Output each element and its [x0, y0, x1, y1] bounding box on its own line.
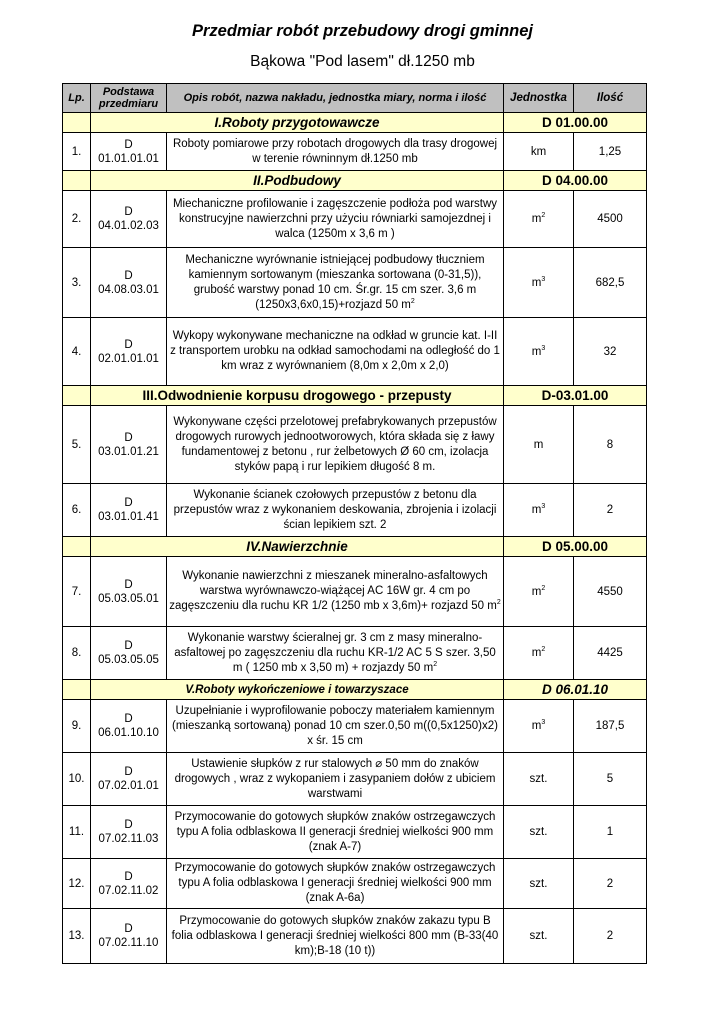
row-desc: Przymocowanie do gotowych słupków znaków ostrzegawczych typu A folia odblaskowa II generacji średniej wielkości 900 mm (znak A-7) [167, 806, 504, 859]
unit-sup: 3 [541, 344, 546, 352]
section-code: D 01.00.00 [504, 113, 647, 133]
row-unit [504, 753, 574, 806]
unit-text: m [531, 345, 542, 358]
row-unit [504, 406, 574, 484]
row-unit [504, 557, 574, 627]
row-lp: 3. [63, 248, 91, 318]
row-lp: 2. [63, 191, 91, 248]
row-qty: 187,5 [574, 700, 647, 753]
section-row-3 [63, 386, 647, 406]
desc-sup: 2 [410, 297, 415, 305]
table-row [63, 133, 647, 171]
row-ref: D 07.02.11.10 [91, 909, 167, 964]
row-desc: Miechaniczne profilowanie i zagęszczenie podłoża pod warstwy konstrucyjne nawierzchni przy użyciu równiarki samojezdnej i walca (1250m x 3,6 m ) [167, 191, 504, 248]
table-row [63, 909, 647, 964]
unit-sup: 2 [541, 646, 546, 653]
header-jednostka: Jednostka [504, 84, 574, 113]
row-desc: Wykonywane części przelotowej prefabrykowanych przepustów drogowych rurowych jednootworowych, która składa się z ławy fundamentowej z betonu , rur żelbetowych Ø 60 cm, izolacja styków papą i rur lepikiem długość 8 m. [167, 406, 504, 484]
row-unit [504, 191, 574, 248]
row-unit [504, 248, 574, 318]
row-qty: 32 [574, 318, 647, 386]
section-row-4 [63, 537, 647, 557]
row-qty: 2 [574, 909, 647, 964]
bill-of-quantities-table [62, 83, 647, 964]
row-qty: 2 [574, 859, 647, 909]
section-name: II.Podbudowy [91, 171, 504, 191]
table-row [63, 700, 647, 753]
row-qty: 4500 [574, 191, 647, 248]
row-lp: 10. [63, 753, 91, 806]
row-unit [504, 700, 574, 753]
header-ilosc: Ilość [574, 84, 647, 113]
unit-text: m [531, 276, 542, 289]
header-lp: Lp. [63, 84, 91, 113]
row-unit [504, 806, 574, 859]
table-row [63, 859, 647, 909]
document-subtitle: Bąkowa "Pod lasem" dł.1250 mb [250, 53, 475, 70]
row-ref: D 02.01.01.01 [91, 318, 167, 386]
row-ref: D 07.02.11.03 [91, 806, 167, 859]
row-qty: 8 [574, 406, 647, 484]
table-row [63, 318, 647, 386]
row-unit [504, 859, 574, 909]
table-row [63, 753, 647, 806]
row-qty: 1,25 [574, 133, 647, 171]
row-ref: D 01.01.01.01 [91, 133, 167, 171]
row-lp: 4. [63, 318, 91, 386]
unit-sup: 2 [541, 212, 546, 219]
unit-text: m [531, 647, 542, 659]
document-title: Przedmiar robót przebudowy drogi gminnej [191, 22, 534, 40]
section-code: D 06.01.10 [504, 680, 647, 700]
row-qty: 4550 [574, 557, 647, 627]
row-ref: D 04.01.02.03 [91, 191, 167, 248]
row-desc: Przymocowanie do gotowych słupków znaków ostrzegawczych typu A folia odblaskowa I generacji średniej wielkości 900 mm (znak A-6a) [167, 859, 504, 909]
unit-text: m [531, 504, 542, 516]
section-row-5 [63, 680, 647, 700]
unit-sup: 2 [541, 584, 546, 592]
section-name: III.Odwodnienie korpusu drogowego - przepusty [91, 386, 504, 406]
row-lp: 13. [63, 909, 91, 964]
unit-text: m [533, 438, 544, 451]
table-row [63, 484, 647, 537]
section-code: D 04.00.00 [504, 171, 647, 191]
row-desc: Roboty pomiarowe przy robotach drogowych dla trasy drogowej w terenie równinnym dł.1250 mb [167, 133, 504, 171]
desc-text: Wykonanie warstwy ścieralnej gr. 3 cm z masy mineralno-asfaltowej po zagęszczeniu dla ruchu KR-1/2 AC 5 S szer. 3,50 m ( 1250 mb x 3,50 m) + rozjazdy 50 m [174, 631, 496, 674]
row-lp: 6. [63, 484, 91, 537]
row-unit [504, 627, 574, 680]
table-row [63, 557, 647, 627]
row-ref: D 04.08.03.01 [91, 248, 167, 318]
header-podstawa: Podstawa przedmiaru [91, 84, 167, 113]
row-desc: Ustawienie słupków z rur stalowych ⌀ 50 mm do znaków drogowych , wraz z wykopaniem i zasypaniem dołów z ubiciem warstwami [167, 753, 504, 806]
unit-text: m [531, 720, 542, 732]
row-lp: 5. [63, 406, 91, 484]
row-desc [167, 557, 504, 627]
row-lp: 8. [63, 627, 91, 680]
row-lp: 7. [63, 557, 91, 627]
row-ref: D 03.01.01.21 [91, 406, 167, 484]
section-name: V.Roboty wykończeniowe i towarzyszace [91, 680, 504, 700]
unit-text: m [531, 213, 542, 225]
row-lp: 11. [63, 806, 91, 859]
row-qty: 2 [574, 484, 647, 537]
row-ref: D 07.02.01.01 [91, 753, 167, 806]
desc-sup: 2 [496, 599, 501, 606]
row-ref: D 05.03.05.05 [91, 627, 167, 680]
unit-sup: 3 [541, 719, 546, 726]
unit-text: szt. [529, 877, 548, 890]
unit-text: szt. [529, 930, 548, 942]
row-lp: 9. [63, 700, 91, 753]
section-name: I.Roboty przygotowawcze [91, 113, 504, 133]
row-unit [504, 318, 574, 386]
row-lp: 12. [63, 859, 91, 909]
row-desc: Przymocowanie do gotowych słupków znaków zakazu typu B folia odblaskowa I generacji średniej wielkości 800 mm (B-33(40 km);B-18 (10 t)) [167, 909, 504, 964]
table-header-row [63, 84, 647, 113]
table-row [63, 406, 647, 484]
desc-text: Mechaniczne wyrównanie istniejącej podbudowy tłuczniem kamiennym sortowanym (mieszanka sortowana (0-31,5)), grubość warstwy ponad 10 cm. Śr.gr. 15 cm szer. 3,6 m (1250x3,6x0,15)+rozjazd 50 m [185, 253, 485, 311]
row-unit [504, 909, 574, 964]
row-ref: D 05.03.05.01 [91, 557, 167, 627]
row-qty: 682,5 [574, 248, 647, 318]
row-ref: D 03.01.01.41 [91, 484, 167, 537]
row-desc: Wykonanie ścianek czołowych przepustów z betonu dla przepustów wraz z wykonaniem deskowania, zbrojenia i izolacji ścian lepikiem szt. 2 [167, 484, 504, 537]
section-row-2 [63, 171, 647, 191]
desc-sup: 2 [433, 660, 438, 668]
table-row [63, 806, 647, 859]
row-qty: 5 [574, 753, 647, 806]
row-desc: Uzupełnianie i wyprofilowanie poboczy materiałem kamiennym (mieszanką sortowaną) ponad 10 cm szer.0,50 m((0,5x1250)x2) x śr. 15 cm [167, 700, 504, 753]
row-ref: D 06.01.10.10 [91, 700, 167, 753]
section-row-1 [63, 113, 647, 133]
unit-text: szt. [529, 773, 548, 785]
unit-text: km [530, 145, 547, 158]
table-row [63, 627, 647, 680]
row-qty: 1 [574, 806, 647, 859]
row-unit [504, 133, 574, 171]
row-qty: 4425 [574, 627, 647, 680]
table-row [63, 248, 647, 318]
row-desc: Wykopy wykonywane mechaniczne na odkład w gruncie kat. I-II z transportem urobku na odkład samochodami na odległość do 1 km wraz z wyrównaniem (8,0m x 2,0m x 2,0) [167, 318, 504, 386]
unit-text: szt. [529, 826, 548, 838]
unit-sup: 3 [541, 503, 546, 510]
row-unit [504, 484, 574, 537]
desc-text: Wykonanie nawierzchni z mieszanek mineralno-asfaltowych warstwa wyrównawczo-wiążącej AC 16W gr. 4 cm po zagęszczeniu dla ruchu KR 1/2 (1250 mb x 3,6m)+ rozjazd 50 m [169, 570, 497, 612]
unit-text: m [531, 585, 542, 598]
row-lp: 1. [63, 133, 91, 171]
unit-sup: 3 [541, 275, 546, 283]
section-code: D-03.01.00 [504, 386, 647, 406]
table-row [63, 191, 647, 248]
section-code: D 05.00.00 [504, 537, 647, 557]
row-ref: D 07.02.11.02 [91, 859, 167, 909]
header-opis: Opis robót, nazwa nakładu, jednostka miary, norma i ilość [167, 84, 504, 113]
section-name: IV.Nawierzchnie [91, 537, 504, 557]
row-desc [167, 248, 504, 318]
row-desc [167, 627, 504, 680]
